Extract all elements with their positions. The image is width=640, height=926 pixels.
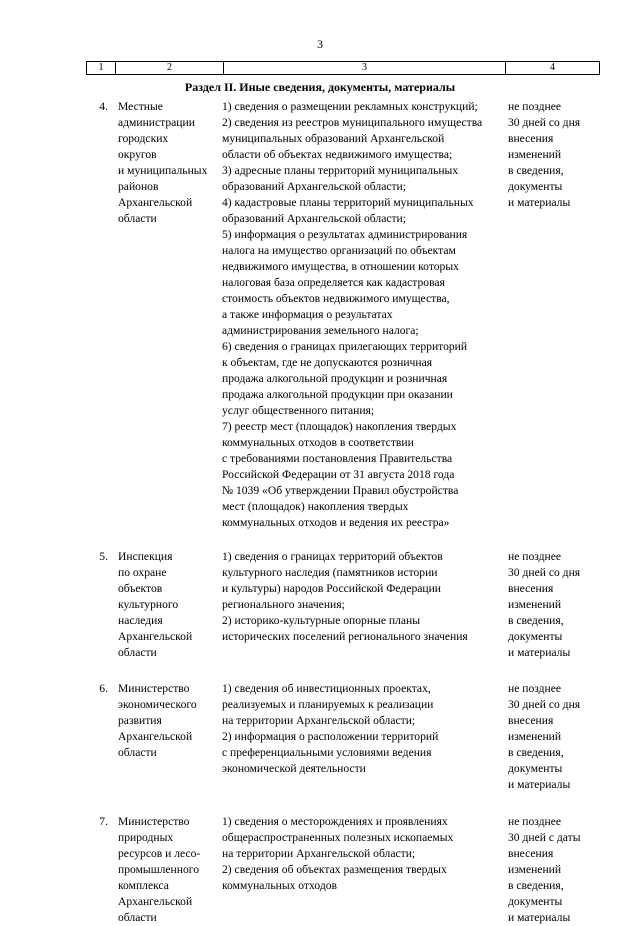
organization-name-line: Министерство bbox=[118, 682, 190, 695]
submission-term-line: 30 дней со дня bbox=[508, 566, 581, 579]
information-list-line: на территории Архангельской области; bbox=[222, 714, 416, 727]
information-list bbox=[222, 549, 504, 645]
header-col-4: 4 bbox=[550, 62, 555, 73]
column-number-header bbox=[86, 61, 600, 75]
organization-name-line: администрации bbox=[118, 116, 195, 129]
information-list-line: регионального значения; bbox=[222, 598, 345, 611]
information-list-line: мест (площадок) накопления твердых bbox=[222, 500, 409, 513]
submission-term-line: в сведения, bbox=[508, 746, 564, 759]
organization-name-line: Архангельской bbox=[118, 895, 193, 908]
information-list-line: услуг общественного питания; bbox=[222, 404, 375, 417]
submission-term-line: документы bbox=[508, 630, 563, 643]
information-list-line: общераспространенных полезных ископаемых bbox=[222, 831, 454, 844]
table-row bbox=[0, 681, 640, 814]
information-list-line: 1) сведения о размещении рекламных конструкций; bbox=[222, 100, 478, 113]
information-list-line: 2) сведения об объектах размещения твердых bbox=[222, 863, 447, 876]
submission-term-line: изменений bbox=[508, 863, 562, 876]
organization-name-line: Министерство bbox=[118, 815, 190, 828]
information-list bbox=[222, 99, 504, 531]
organization-name-line: культурного bbox=[118, 598, 179, 611]
organization-name-line: Инспекция bbox=[118, 550, 173, 563]
header-col-1: 1 bbox=[87, 62, 116, 74]
row-number: 7. bbox=[99, 815, 108, 828]
information-list-line: реализуемых и планируемых к реализации bbox=[222, 698, 434, 711]
information-list-line: Российской Федерации от 31 августа 2018 года bbox=[222, 468, 455, 481]
row-number: 5. bbox=[99, 550, 108, 563]
submission-term-line: внесения bbox=[508, 714, 554, 727]
organization-name-line: и муниципальных bbox=[118, 164, 208, 177]
information-list-line: налога на имущество организаций по объектам bbox=[222, 244, 456, 257]
information-list bbox=[222, 814, 504, 894]
information-list-line: коммунальных отходов в соответствии bbox=[222, 436, 414, 449]
submission-term bbox=[508, 99, 608, 211]
information-list-line: 2) историко-культурные опорные планы bbox=[222, 614, 421, 627]
information-list-line: образований Архангельской области; bbox=[222, 212, 406, 225]
submission-term-line: и материалы bbox=[508, 646, 571, 659]
submission-term-line: внесения bbox=[508, 847, 554, 860]
organization-name-line: по охране bbox=[118, 566, 167, 579]
information-list-line: стоимость объектов недвижимого имущества, bbox=[222, 292, 450, 305]
organization-name-line: области bbox=[118, 911, 157, 924]
organization-name-line: развития bbox=[118, 714, 162, 727]
organization-name bbox=[118, 814, 218, 926]
information-list-line: экономической деятельности bbox=[222, 762, 366, 775]
organization-name-line: ресурсов и лесо- bbox=[118, 847, 201, 860]
organization-name-line: Архангельской bbox=[118, 196, 193, 209]
information-list-line: 2) информация о расположении территорий bbox=[222, 730, 439, 743]
information-list-line: 1) сведения о месторождениях и проявлениях bbox=[222, 815, 448, 828]
submission-term-line: в сведения, bbox=[508, 164, 564, 177]
submission-term-line: внесения bbox=[508, 132, 554, 145]
organization-name-line: промышленного bbox=[118, 863, 200, 876]
submission-term bbox=[508, 814, 608, 926]
page-number: 3 bbox=[317, 37, 323, 51]
information-list-line: 2) сведения из реестров муниципального имущества bbox=[222, 116, 483, 129]
submission-term-line: изменений bbox=[508, 148, 562, 161]
organization-name-line: объектов bbox=[118, 582, 163, 595]
organization-name bbox=[118, 681, 218, 761]
organization-name-line: комплекса bbox=[118, 879, 169, 892]
submission-term-line: 30 дней со дня bbox=[508, 698, 581, 711]
submission-term-line: 30 дней с даты bbox=[508, 831, 581, 844]
information-list-line: культурного наследия (памятников истории bbox=[222, 566, 438, 579]
information-list-line: и культуры) народов Российской Федерации bbox=[222, 582, 442, 595]
information-list-line: 6) сведения о границах прилегающих территорий bbox=[222, 340, 468, 353]
information-list-line: муниципальных образований Архангельской bbox=[222, 132, 445, 145]
submission-term-line: документы bbox=[508, 180, 563, 193]
organization-name-line: городских bbox=[118, 132, 169, 145]
section-title: Раздел II. Иные сведения, документы, материалы bbox=[184, 80, 456, 94]
information-list-line: № 1039 «Об утверждении Правил обустройства bbox=[222, 484, 459, 497]
organization-name-line: округов bbox=[118, 148, 157, 161]
information-list-line: 1) сведения о границах территорий объектов bbox=[222, 550, 443, 563]
submission-term bbox=[508, 681, 608, 793]
organization-name-line: наследия bbox=[118, 614, 163, 627]
information-list-line: образований Архангельской области; bbox=[222, 180, 406, 193]
row-number: 4. bbox=[99, 100, 108, 113]
submission-term-line: изменений bbox=[508, 598, 562, 611]
information-list-line: налоговая база определяется как кадастровая bbox=[222, 276, 445, 289]
table-row bbox=[0, 814, 640, 926]
organization-name-line: Архангельской bbox=[118, 730, 193, 743]
header-col-2: 2 bbox=[116, 62, 224, 74]
information-list-line: области об объектах недвижимого имущества; bbox=[222, 148, 453, 161]
organization-name-line: Местные bbox=[118, 100, 163, 113]
information-list-line: 5) информация о результатах администрирования bbox=[222, 228, 468, 241]
information-list bbox=[222, 681, 504, 777]
organization-name-line: области bbox=[118, 646, 157, 659]
organization-name-line: районов bbox=[118, 180, 159, 193]
document-table bbox=[0, 99, 640, 926]
information-list-line: к объектам, где не допускаются розничная bbox=[222, 356, 433, 369]
information-list-line: с требованиями постановления Правительства bbox=[222, 452, 453, 465]
submission-term-line: изменений bbox=[508, 730, 562, 743]
information-list-line: с преференциальными условиями ведения bbox=[222, 746, 432, 759]
submission-term-line: не позднее bbox=[508, 815, 562, 828]
information-list-line: 3) адресные планы территорий муниципальных bbox=[222, 164, 459, 177]
information-list-line: недвижимого имущества, в отношении которых bbox=[222, 260, 459, 273]
organization-name bbox=[118, 99, 218, 227]
information-list-line: 4) кадастровые планы территорий муниципальных bbox=[222, 196, 474, 209]
submission-term-line: и материалы bbox=[508, 778, 571, 791]
information-list-line: продажа алкогольной продукции и розничная bbox=[222, 372, 448, 385]
submission-term-line: не позднее bbox=[508, 550, 562, 563]
header-col-3: 3 bbox=[224, 62, 506, 74]
information-list-line: коммунальных отходов и ведения их реестра» bbox=[222, 516, 450, 529]
submission-term-line: в сведения, bbox=[508, 614, 564, 627]
submission-term-line: не позднее bbox=[508, 682, 562, 695]
submission-term-line: и материалы bbox=[508, 911, 571, 924]
submission-term bbox=[508, 549, 608, 661]
table-row bbox=[0, 549, 640, 681]
organization-name-line: Архангельской bbox=[118, 630, 193, 643]
organization-name-line: области bbox=[118, 212, 157, 225]
information-list-line: 1) сведения об инвестиционных проектах, bbox=[222, 682, 431, 695]
information-list-line: исторических поселений регионального значения bbox=[222, 630, 468, 643]
information-list-line: администрирования земельного налога; bbox=[222, 324, 419, 337]
organization-name-line: экономического bbox=[118, 698, 197, 711]
information-list-line: на территории Архангельской области; bbox=[222, 847, 416, 860]
submission-term-line: не позднее bbox=[508, 100, 562, 113]
information-list-line: продажа алкогольной продукции при оказании bbox=[222, 388, 453, 401]
row-number: 6. bbox=[99, 682, 108, 695]
submission-term-line: в сведения, bbox=[508, 879, 564, 892]
table-row bbox=[0, 99, 640, 549]
submission-term-line: внесения bbox=[508, 582, 554, 595]
submission-term-line: документы bbox=[508, 762, 563, 775]
submission-term-line: документы bbox=[508, 895, 563, 908]
information-list-line: а также информация о результатах bbox=[222, 308, 393, 321]
organization-name-line: области bbox=[118, 746, 157, 759]
information-list-line: коммунальных отходов bbox=[222, 879, 338, 892]
submission-term-line: 30 дней со дня bbox=[508, 116, 581, 129]
organization-name-line: природных bbox=[118, 831, 174, 844]
information-list-line: 7) реестр мест (площадок) накопления твердых bbox=[222, 420, 457, 433]
organization-name bbox=[118, 549, 218, 661]
submission-term-line: и материалы bbox=[508, 196, 571, 209]
